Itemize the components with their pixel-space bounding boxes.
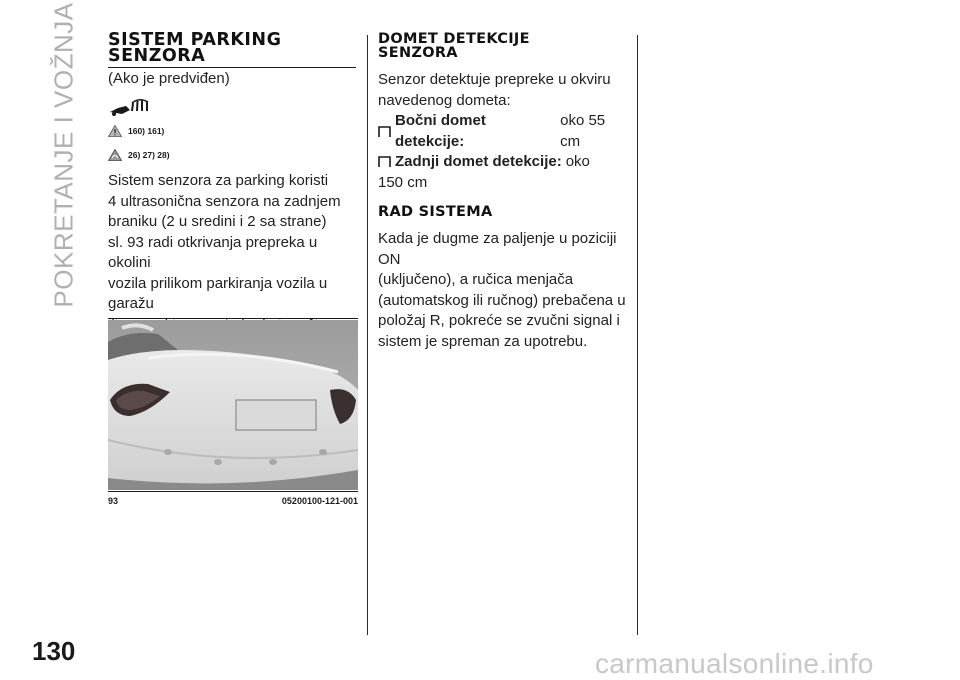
watermark: carmanualsonline.info xyxy=(595,648,874,679)
section-title-parking-sensors: SISTEM PARKING SENZORA xyxy=(108,30,282,66)
title-underline xyxy=(108,67,356,68)
rear-range-continuation: 150 cm xyxy=(378,173,428,191)
figure-number: 93 xyxy=(108,496,119,506)
car-rear-bumper-photo xyxy=(108,320,358,490)
operation-description: Kada je dugme za paljenje u poziciji ON (uključeno), a ručica menjača (automatskog ili ručnog) prebačena u položaj R, pokreće se zvučni signal i sistem je spreman za upotrebu. xyxy=(378,230,626,350)
sensor-description: Sistem senzora za parking koristi 4 ultrasonična senzora na zadnjem braniku (2 u sredini i 2 sa strane) sl. 93 radi otkrivanja prepreka u okolini vozila prilikom parkiranja vozila u garažu xyxy=(108,172,341,312)
column-divider-1 xyxy=(367,35,368,635)
note-reference-2: 26) 27) 28) xyxy=(108,149,358,161)
side-range-item: Bočni domet detekcije: oko 55 cm xyxy=(378,111,628,152)
chapter-title: POKRETANJE I VOŽNJA xyxy=(48,2,79,308)
bullet-bracket-icon xyxy=(378,126,391,138)
chapter-side-tab xyxy=(40,2,88,308)
caution-icon xyxy=(108,149,122,161)
range-intro: Senzor detektuje prepreke u okviru navedenog dometa: xyxy=(378,71,611,109)
bullet-bracket-icon xyxy=(378,156,391,168)
column-divider-2 xyxy=(637,35,638,635)
section-title-detection-range: DOMET DETEKCIJE SENZORA xyxy=(378,31,530,61)
parking-sensor-icon xyxy=(108,95,358,117)
availability-note: (Ako je predviđen) xyxy=(108,70,230,87)
warning-reference-1: 160) 161) xyxy=(108,125,358,137)
warning-triangle-icon xyxy=(108,125,122,137)
section-title-system-operation: RAD SISTEMA xyxy=(378,204,493,220)
page-number: 130 xyxy=(32,636,76,666)
rear-range-item: Zadnji domet detekcije: oko xyxy=(378,152,628,173)
figure-code: 05200100-121-001 xyxy=(281,496,358,506)
figure-93 xyxy=(108,318,358,493)
right-column xyxy=(378,32,628,352)
